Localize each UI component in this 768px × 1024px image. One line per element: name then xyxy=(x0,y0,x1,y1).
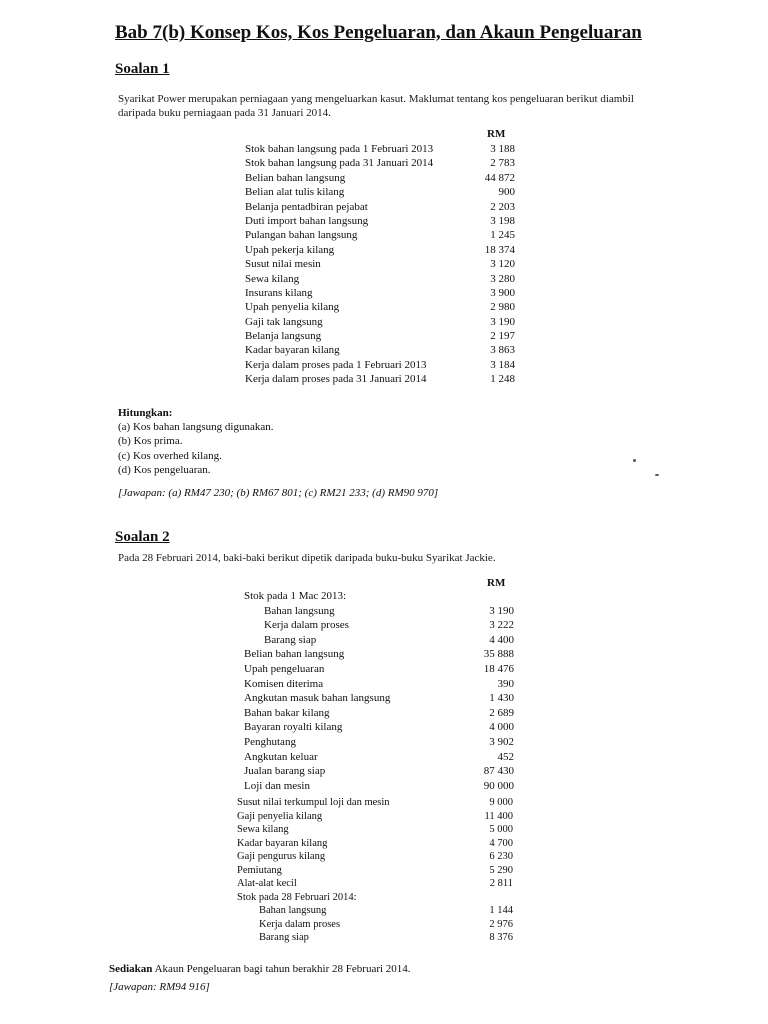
ledger-row xyxy=(245,257,515,271)
ledger-row xyxy=(245,286,515,300)
ledger-item-label: Belian bahan langsung xyxy=(244,648,345,661)
ledger-item-label: Kerja dalam proses xyxy=(264,619,349,632)
ledger-item-label: Komisen diterima xyxy=(244,677,324,690)
ledger-item-label: Angkutan masuk bahan langsung xyxy=(244,692,391,705)
ledger-row xyxy=(244,677,514,692)
ledger-item-amount: 3 222 xyxy=(489,619,514,632)
ledger-item-label: Insurans kilang xyxy=(245,286,313,299)
ledger-row xyxy=(244,764,514,779)
question-1-answer: [Jawapan: (a) RM47 230; (b) RM67 801; (c) RM21 233; (d) RM90 970] xyxy=(118,487,439,499)
task-item: (d) Kos pengeluaran. xyxy=(118,463,211,476)
ledger-item-amount: 3 902 xyxy=(489,735,514,748)
question-1-heading: Soalan 1 xyxy=(115,61,170,77)
question-2-heading: Soalan 2 xyxy=(115,529,170,545)
ledger-item-amount: 87 430 xyxy=(483,765,514,778)
question-1-cost-list xyxy=(245,142,515,387)
question-2-answer: [Jawapan: RM94 916] xyxy=(109,981,210,993)
ledger-item-label: Sewa kilang xyxy=(237,824,289,835)
ledger-item-amount: 900 xyxy=(498,186,515,199)
ledger-item-amount: 90 000 xyxy=(483,779,514,792)
ledger-item-label: Bahan langsung xyxy=(259,905,327,916)
ledger-item-amount: 2 203 xyxy=(490,200,515,213)
ledger-item-amount: 2 197 xyxy=(490,330,515,343)
tasks-heading: Hitungkan: xyxy=(118,407,173,419)
ledger-item-amount: 18 374 xyxy=(484,243,515,256)
ledger-item-label: Belanja langsung xyxy=(245,330,322,343)
ledger-item-amount: 5 290 xyxy=(489,864,513,876)
ledger-row xyxy=(237,918,513,932)
ledger-item-label: Jualan barang siap xyxy=(244,765,326,778)
ledger-item-label: Pemiutang xyxy=(237,864,282,876)
ledger-item-label: Bahan bakar kilang xyxy=(244,706,330,719)
ledger-row xyxy=(245,156,515,170)
question-2-balance-list-a xyxy=(244,589,514,793)
task-item: (c) Kos overhed kilang. xyxy=(118,449,222,462)
scan-speck xyxy=(655,474,659,476)
ledger-item-label: Upah penyelia kilang xyxy=(245,301,340,314)
question-1-intro: Syarikat Power merupakan perniagaan yang mengeluarkan kasut. Maklumat tentang kos pengeluaran berikut diambil daripada buku perniagaan pada 31 Januari 2014. xyxy=(118,93,634,119)
ledger-item-label: Kerja dalam proses pada 31 Januari 2014 xyxy=(245,373,427,386)
instruction-keyword: Sediakan xyxy=(109,963,153,975)
ledger-row xyxy=(245,214,515,228)
ledger-row xyxy=(244,706,514,721)
ledger-row xyxy=(245,272,515,286)
ledger-item-amount: 4 700 xyxy=(489,837,513,849)
ledger-row xyxy=(237,823,513,837)
ledger-item-amount: 3 280 xyxy=(490,272,515,285)
ledger-item-label: Gaji pengurus kilang xyxy=(237,851,326,862)
ledger-row xyxy=(244,633,514,648)
ledger-row xyxy=(244,604,514,619)
ledger-row xyxy=(237,931,513,945)
ledger-item-amount: 18 476 xyxy=(483,662,514,675)
ledger-item-label: Upah pekerja kilang xyxy=(245,243,335,256)
ledger-row xyxy=(244,647,514,662)
ledger-item-amount: 1 430 xyxy=(489,692,514,705)
ledger-row xyxy=(245,243,515,257)
ledger-item-label: Stok pada 28 Februari 2014: xyxy=(237,891,357,903)
ledger-item-label: Bahan langsung xyxy=(264,604,335,617)
ledger-row xyxy=(244,735,514,750)
ledger-item-amount: 5 000 xyxy=(489,824,513,835)
ledger-item-label: Belian alat tulis kilang xyxy=(245,186,345,199)
ledger-row xyxy=(245,372,515,386)
ledger-item-amount: 3 190 xyxy=(489,604,514,617)
ledger-row xyxy=(245,185,515,199)
question-2-balance-list-b xyxy=(237,796,513,945)
ledger-row xyxy=(245,329,515,343)
ledger-row xyxy=(237,864,513,878)
ledger-row xyxy=(237,796,513,810)
ledger-item-label: Barang siap xyxy=(264,633,317,646)
ledger-item-amount: 44 872 xyxy=(484,171,515,184)
ledger-row xyxy=(245,343,515,357)
ledger-row xyxy=(245,200,515,214)
ledger-item-label: Duti import bahan langsung xyxy=(245,214,369,227)
task-item: (a) Kos bahan langsung digunakan. xyxy=(118,421,274,434)
ledger-row xyxy=(244,662,514,677)
ledger-item-amount: 452 xyxy=(497,750,514,763)
ledger-row xyxy=(237,891,513,905)
ledger-row xyxy=(244,750,514,765)
ledger-item-amount: 2 811 xyxy=(489,878,513,889)
ledger-item-amount: 3 198 xyxy=(490,214,515,227)
ledger-item-label: Belanja pentadbiran pejabat xyxy=(245,200,368,213)
ledger-item-label: Kerja dalam proses pada 1 Februari 2013 xyxy=(245,358,427,371)
ledger-item-amount: 11 400 xyxy=(484,810,513,822)
ledger-item-amount: 8 376 xyxy=(489,932,513,943)
task-item: (b) Kos prima. xyxy=(118,435,183,448)
ledger-item-label: Upah pengeluaran xyxy=(244,662,325,675)
ledger-item-label: Susut nilai mesin xyxy=(245,258,321,271)
ledger-item-label: Gaji penyelia kilang xyxy=(237,810,323,822)
instruction-text: Akaun Pengeluaran bagi tahun berakhir 28 Februari 2014. xyxy=(152,963,411,975)
ledger-item-label: Susut nilai terkumpul loji dan mesin xyxy=(237,797,390,808)
ledger-item-label: Stok bahan langsung pada 31 Januari 2014 xyxy=(245,157,434,170)
ledger-item-label: Alat-alat kecil xyxy=(237,878,297,889)
question-2-currency-header: RM xyxy=(487,577,506,589)
ledger-item-label: Penghutang xyxy=(244,735,296,748)
question-1-currency-header: RM xyxy=(487,128,506,140)
ledger-item-label: Kerja dalam proses xyxy=(259,918,341,930)
question-2-instruction xyxy=(109,963,411,975)
ledger-item-label: Angkutan keluar xyxy=(244,750,318,763)
ledger-row xyxy=(237,810,513,824)
ledger-item-amount: 2 976 xyxy=(489,918,513,930)
ledger-item-amount: 35 888 xyxy=(483,648,514,661)
ledger-row xyxy=(237,904,513,918)
ledger-row xyxy=(245,228,515,242)
ledger-row xyxy=(244,589,514,604)
ledger-row xyxy=(244,779,514,794)
ledger-item-amount: 3 900 xyxy=(490,286,515,299)
question-2-intro: Pada 28 Februari 2014, baki-baki berikut dipetik daripada buku-buku Syarikat Jackie. xyxy=(118,552,496,564)
ledger-item-amount: 3 184 xyxy=(490,358,515,371)
ledger-item-label: Kadar bayaran kilang xyxy=(245,344,340,357)
ledger-item-amount: 390 xyxy=(497,677,514,690)
ledger-item-label: Bayaran royalti kilang xyxy=(244,721,343,734)
ledger-item-amount: 2 980 xyxy=(490,301,515,314)
ledger-row xyxy=(244,720,514,735)
ledger-item-label: Belian bahan langsung xyxy=(245,171,346,184)
ledger-item-amount: 6 230 xyxy=(489,851,513,862)
ledger-item-amount: 3 863 xyxy=(490,344,515,357)
ledger-row xyxy=(237,850,513,864)
ledger-row xyxy=(237,837,513,851)
ledger-row xyxy=(237,877,513,891)
ledger-row xyxy=(245,300,515,314)
ledger-item-label: Loji dan mesin xyxy=(244,779,310,792)
ledger-item-label: Stok bahan langsung pada 1 Februari 2013 xyxy=(245,143,434,155)
ledger-item-label: Stok pada 1 Mac 2013: xyxy=(244,590,347,602)
ledger-row xyxy=(244,691,514,706)
ledger-row xyxy=(245,358,515,372)
ledger-item-amount: 1 245 xyxy=(490,229,515,242)
page-title: Bab 7(b) Konsep Kos, Kos Pengeluaran, dan Akaun Pengeluaran xyxy=(115,22,642,43)
ledger-item-label: Barang siap xyxy=(259,932,309,943)
ledger-item-amount: 1 144 xyxy=(489,905,513,916)
scan-speck xyxy=(633,459,636,462)
ledger-item-amount: 4 400 xyxy=(489,633,514,646)
ledger-row xyxy=(244,618,514,633)
ledger-item-amount: 9 000 xyxy=(489,797,513,808)
ledger-item-amount: 2 783 xyxy=(490,157,515,170)
ledger-row xyxy=(245,142,515,156)
ledger-row xyxy=(245,315,515,329)
ledger-item-amount: 2 689 xyxy=(489,706,514,719)
ledger-item-amount: 3 188 xyxy=(490,143,515,155)
ledger-item-amount: 3 190 xyxy=(490,315,515,328)
ledger-item-label: Kadar bayaran kilang xyxy=(237,837,328,849)
question-1-tasks xyxy=(118,406,274,477)
ledger-item-label: Sewa kilang xyxy=(245,272,300,285)
ledger-item-label: Pulangan bahan langsung xyxy=(245,229,358,242)
ledger-item-label: Gaji tak langsung xyxy=(245,315,323,328)
ledger-item-amount: 1 248 xyxy=(490,373,515,386)
ledger-item-amount: 3 120 xyxy=(490,258,515,271)
ledger-item-amount: 4 000 xyxy=(489,721,514,734)
ledger-row xyxy=(245,171,515,185)
